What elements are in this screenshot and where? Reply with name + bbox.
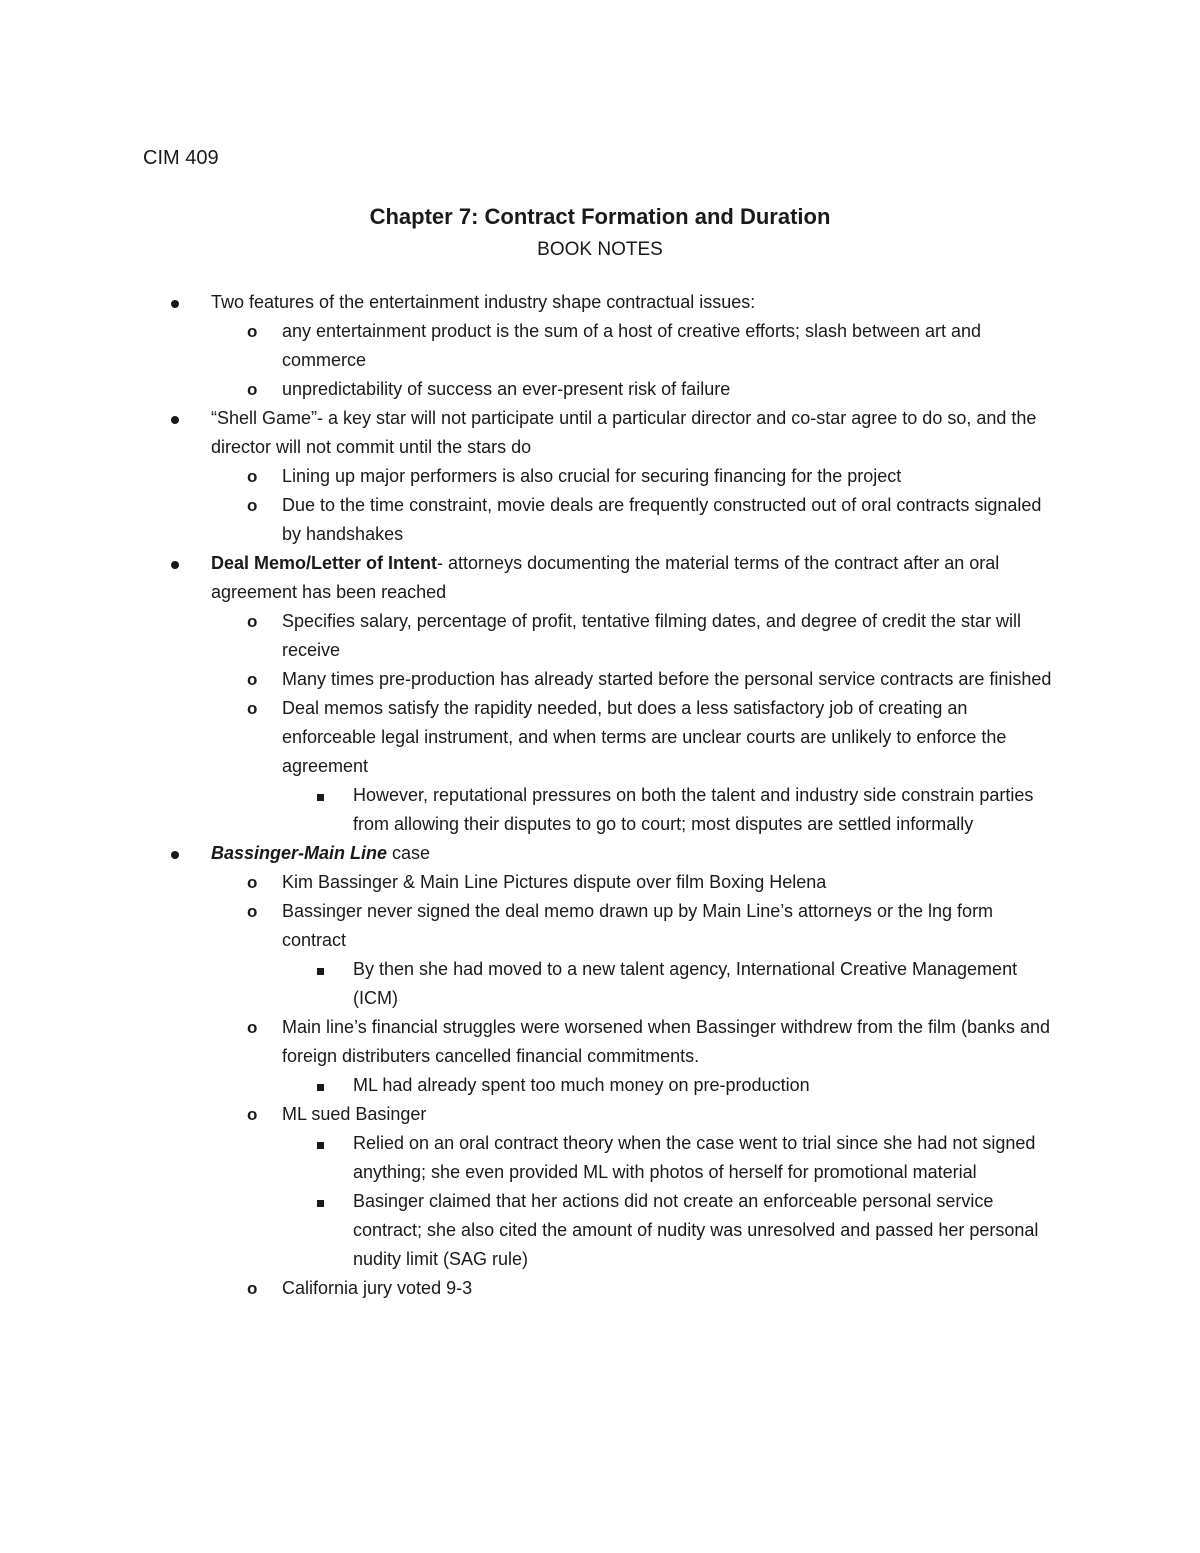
bullet-dot-icon bbox=[171, 288, 179, 317]
bullet-body: Due to the time constraint, movie deals are frequently constructed out of oral contracts signaled by handshakes bbox=[282, 495, 1042, 544]
bullet-circle-icon: o bbox=[247, 873, 258, 892]
course-code: CIM 409 bbox=[143, 147, 219, 169]
bullet-dot-icon bbox=[171, 404, 179, 433]
bullet-circle-icon: o bbox=[247, 1279, 258, 1298]
bullet-body: unpredictability of success an ever-present risk of failure bbox=[282, 379, 731, 399]
bullet-text bbox=[282, 694, 1060, 781]
bullet-text bbox=[211, 404, 1060, 462]
bullet-body: Relied on an oral contract theory when the case went to trial since she had not signed anything; she even provided ML with photos of herself for promotional material bbox=[353, 1133, 1036, 1182]
bullet-body: Deal memos satisfy the rapidity needed, but does a less satisfactory job of creating an enforceable legal instrument, and when terms are unclear courts are unlikely to enforce the agreement bbox=[282, 698, 1007, 776]
bullet-body: Many times pre-production has already started before the personal service contracts are finished bbox=[282, 669, 1052, 689]
bullet-item-level-2 bbox=[0, 781, 1200, 839]
notes-list bbox=[0, 288, 1200, 1303]
bullet-text bbox=[282, 462, 1060, 491]
notes-subtitle: BOOK NOTES bbox=[537, 239, 663, 260]
bullet-body: However, reputational pressures on both the talent and industry side constrain parties from allowing their disputes to go to court; most disputes are settled informally bbox=[353, 785, 1034, 834]
bullet-circle-icon: o bbox=[247, 1105, 258, 1124]
bullet-body: Kim Bassinger & Main Line Pictures dispute over film Boxing Helena bbox=[282, 872, 827, 892]
bullet-square-icon bbox=[317, 1129, 324, 1158]
bullet-body: Bassinger never signed the deal memo drawn up by Main Line’s attorneys or the lng form contract bbox=[282, 901, 994, 950]
bullet-square-icon bbox=[317, 781, 324, 810]
bullet-text bbox=[353, 1071, 1060, 1100]
bullet-body: ML sued Basinger bbox=[282, 1104, 427, 1124]
bullet-item-level-1 bbox=[0, 317, 1200, 375]
bullet-item-level-1 bbox=[0, 665, 1200, 694]
bullet-item-level-1 bbox=[0, 375, 1200, 404]
bullet-body: case bbox=[387, 843, 431, 863]
bullet-body: Main line’s financial struggles were worsened when Bassinger withdrew from the film (banks and foreign distributers cancelled financial commitments. bbox=[282, 1017, 1051, 1066]
bullet-circle-icon: o bbox=[247, 699, 258, 718]
bullet-text bbox=[282, 665, 1060, 694]
bullet-item-level-1 bbox=[0, 694, 1200, 781]
bullet-text bbox=[211, 839, 1060, 868]
chapter-title: Chapter 7: Contract Formation and Duration bbox=[369, 204, 831, 229]
bullet-square-icon bbox=[317, 955, 324, 984]
bullet-item-level-1 bbox=[0, 607, 1200, 665]
bullet-text bbox=[353, 955, 1060, 1013]
bullet-item-level-1 bbox=[0, 1013, 1200, 1071]
bullet-lead-term: Deal Memo/Letter of Intent bbox=[211, 553, 438, 573]
bullet-item-level-2 bbox=[0, 1129, 1200, 1187]
bullet-body: By then she had moved to a new talent agency, International Creative Management (ICM) bbox=[353, 959, 1018, 1008]
bullet-text bbox=[282, 1100, 1060, 1129]
bullet-item-level-0 bbox=[0, 404, 1200, 462]
bullet-text bbox=[282, 868, 1060, 897]
bullet-text bbox=[282, 317, 1060, 375]
bullet-item-level-2 bbox=[0, 955, 1200, 1013]
bullet-text bbox=[282, 1274, 1060, 1303]
bullet-circle-icon: o bbox=[247, 902, 258, 921]
bullet-item-level-1 bbox=[0, 1274, 1200, 1303]
bullet-text bbox=[211, 288, 1060, 317]
bullet-square-icon bbox=[317, 1071, 324, 1100]
bullet-text bbox=[353, 1129, 1060, 1187]
bullet-circle-icon: o bbox=[247, 322, 258, 341]
bullet-body: Two features of the entertainment industry shape contractual issues: bbox=[211, 292, 756, 312]
bullet-lead-term: Bassinger-Main Line bbox=[211, 843, 388, 863]
bullet-body: any entertainment product is the sum of a host of creative efforts; slash between art and commerce bbox=[282, 321, 982, 370]
bullet-item-level-1 bbox=[0, 897, 1200, 955]
bullet-text bbox=[353, 781, 1060, 839]
bullet-item-level-0 bbox=[0, 839, 1200, 868]
bullet-item-level-1 bbox=[0, 868, 1200, 897]
bullet-text bbox=[282, 375, 1060, 404]
bullet-text bbox=[353, 1187, 1060, 1274]
bullet-circle-icon: o bbox=[247, 1018, 258, 1037]
bullet-square-icon bbox=[317, 1187, 324, 1216]
bullet-text bbox=[282, 1013, 1060, 1071]
bullet-body: California jury voted 9-3 bbox=[282, 1278, 473, 1298]
bullet-circle-icon: o bbox=[247, 670, 258, 689]
bullet-body: - attorneys documenting the material terms of the contract after an oral agreement has been reached bbox=[211, 553, 1000, 602]
bullet-circle-icon: o bbox=[247, 612, 258, 631]
bullet-body: Specifies salary, percentage of profit, tentative filming dates, and degree of credit the star will receive bbox=[282, 611, 1022, 660]
bullet-item-level-2 bbox=[0, 1187, 1200, 1274]
bullet-body: ML had already spent too much money on pre-production bbox=[353, 1075, 810, 1095]
bullet-text bbox=[282, 607, 1060, 665]
bullet-circle-icon: o bbox=[247, 496, 258, 515]
bullet-body: Basinger claimed that her actions did not create an enforceable personal service contract; she also cited the amount of nudity was unresolved and passed her personal nudity limit (SAG rule) bbox=[353, 1191, 1039, 1269]
bullet-text bbox=[211, 549, 1060, 607]
bullet-body: “Shell Game”- a key star will not participate until a particular director and co-star agree to do so, and the director will not commit until the stars do bbox=[211, 408, 1037, 457]
bullet-item-level-0 bbox=[0, 288, 1200, 317]
bullet-dot-icon bbox=[171, 839, 179, 868]
bullet-text bbox=[282, 491, 1060, 549]
bullet-circle-icon: o bbox=[247, 380, 258, 399]
bullet-item-level-1 bbox=[0, 462, 1200, 491]
bullet-item-level-2 bbox=[0, 1071, 1200, 1100]
bullet-item-level-1 bbox=[0, 491, 1200, 549]
bullet-body: Lining up major performers is also crucial for securing financing for the project bbox=[282, 466, 902, 486]
bullet-circle-icon: o bbox=[247, 467, 258, 486]
bullet-dot-icon bbox=[171, 549, 179, 578]
bullet-item-level-0 bbox=[0, 549, 1200, 607]
bullet-text bbox=[282, 897, 1060, 955]
bullet-item-level-1 bbox=[0, 1100, 1200, 1129]
